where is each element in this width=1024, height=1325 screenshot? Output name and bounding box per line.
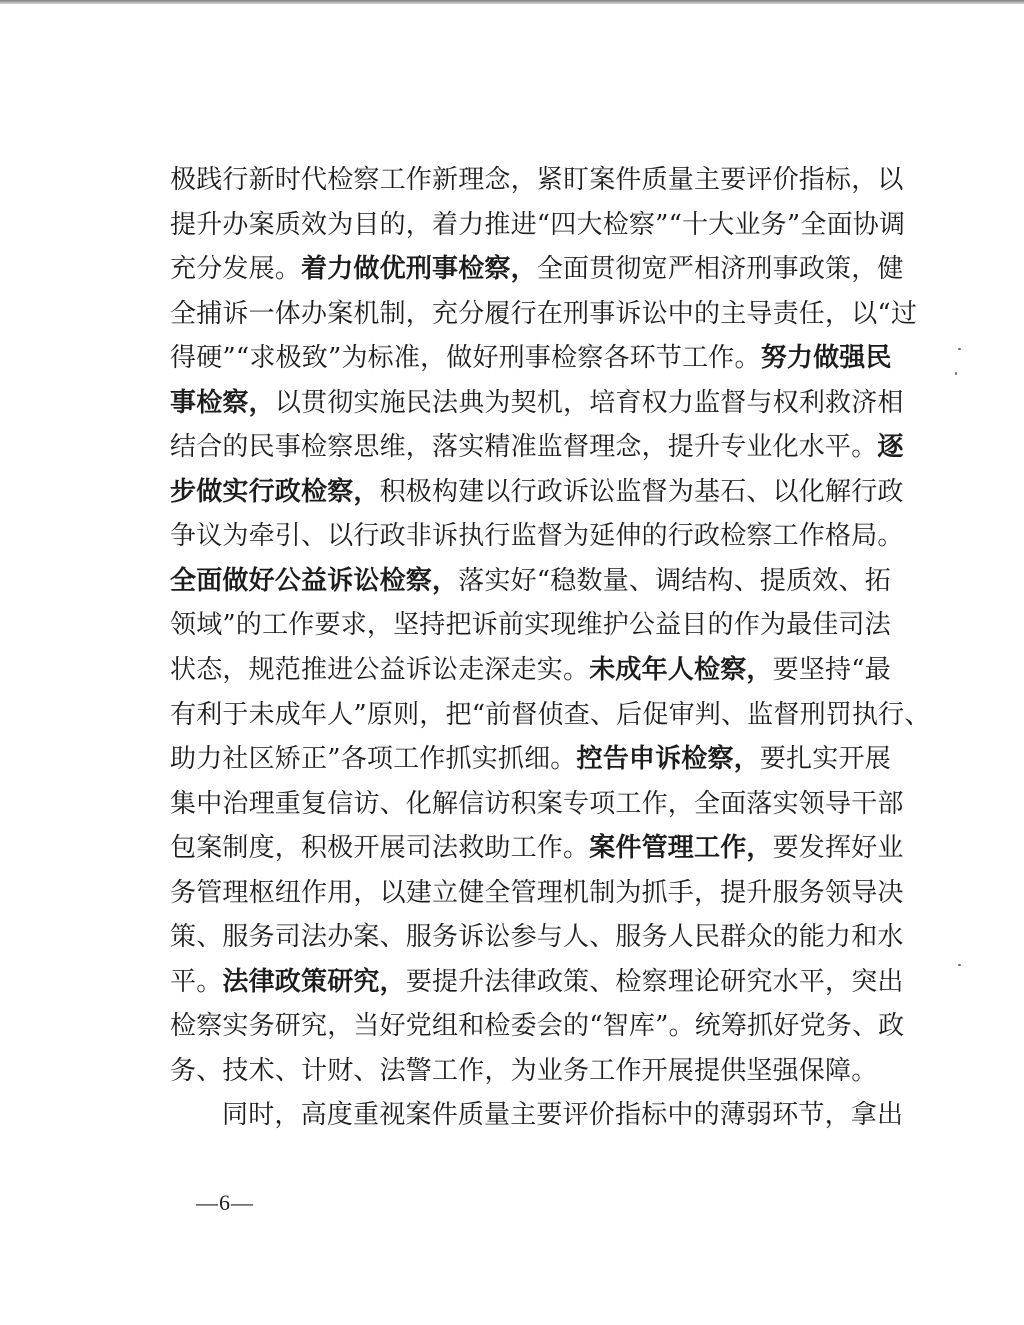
text-run: 有利于未成年人”原则，把“前督侦查、后促审判、监督刑罚执行、 xyxy=(170,699,931,730)
text-run: 平。 xyxy=(170,966,223,997)
bold-heading-text: 努力做强民 xyxy=(760,343,892,374)
text-line xyxy=(170,737,891,782)
bold-heading-text: 法律政策研究， xyxy=(222,966,406,997)
text-line xyxy=(170,1004,905,1049)
text-run: 助力社区矫正”各项工作抓实抓细。 xyxy=(170,744,577,775)
bold-heading-text: 着力做优刑事检察， xyxy=(301,254,537,285)
text-run: 得硬”“求极致”为标准，做好刑事检察各环节工作。 xyxy=(170,343,761,374)
scan-speck xyxy=(955,372,957,375)
text-line xyxy=(170,559,891,604)
scan-top-edge xyxy=(0,0,1024,4)
text-run: 检察实务研究，当好党组和检委会的“智库”。统筹抓好党务、政 xyxy=(170,1011,905,1042)
bold-heading-text: 控告申诉检察， xyxy=(576,744,760,775)
text-run: 集中治理重复信访、化解信访积案专项工作，全面落实领导干部 xyxy=(170,788,904,819)
text-run: 提升办案质效为目的，着力推进“四大检察”“十大业务”全面协调 xyxy=(170,209,906,240)
text-run: 状态，规范推进公益诉讼走深走实。 xyxy=(170,655,590,686)
text-line xyxy=(170,871,904,916)
text-run: 落实好“稳数量、调结构、提质效、拓 xyxy=(458,565,891,596)
text-run: 务、技术、计财、法警工作，为业务工作开展提供坚强保障。 xyxy=(170,1055,878,1086)
text-run: 要扎实开展 xyxy=(759,744,891,775)
text-run: 要提升法律政策、检察理论研究水平，突出 xyxy=(405,966,904,997)
text-run: 以贯彻实施民法典为契机，培育权力监督与权利救济相 xyxy=(274,387,904,418)
text-line xyxy=(170,292,918,337)
text-run: 极践行新时代检察工作新理念，紧盯案件质量主要评价指标，以 xyxy=(170,165,904,195)
bold-heading-text: 全面做好公益诉讼检察， xyxy=(170,565,459,596)
text-run: 包案制度，积极开展司法救助工作。 xyxy=(170,833,590,864)
text-run: 充分发展。 xyxy=(170,254,302,285)
text-line xyxy=(170,1049,878,1094)
text-run: 全捕诉一体办案机制，充分履行在刑事诉讼中的主导责任，以“过 xyxy=(170,298,918,329)
bold-heading-text: 步做实行政检察， xyxy=(170,476,380,507)
text-line xyxy=(170,915,904,960)
text-line xyxy=(170,960,904,1005)
text-line xyxy=(170,470,904,515)
text-run: 领域”的工作要求，坚持把诉前实现维护公益目的作为最佳司法 xyxy=(170,610,891,641)
text-run: 争议为牵引、以行政非诉执行监督为延伸的行政检察工作格局。 xyxy=(170,521,904,552)
document-body xyxy=(170,158,931,1138)
text-line xyxy=(170,247,904,292)
text-run: 结合的民事检察思维，落实精准监督理念，提升专业化水平。 xyxy=(170,432,878,463)
text-line xyxy=(170,782,904,827)
text-line xyxy=(170,158,904,203)
text-line xyxy=(170,425,904,470)
text-run: 要坚持“最 xyxy=(772,655,891,686)
bold-heading-text: 未成年人检察， xyxy=(589,655,773,686)
bold-heading-text: 案件管理工作， xyxy=(589,833,773,864)
page-number: —6— xyxy=(196,1190,254,1215)
scan-speck xyxy=(958,964,961,966)
bold-heading-text: 事检察， xyxy=(170,387,275,418)
text-line xyxy=(170,203,906,248)
text-run: 务管理枢纽作用，以建立健全管理机制为抓手，提升服务领导决 xyxy=(170,877,904,908)
text-line xyxy=(170,693,931,738)
text-run: 积极构建以行政诉讼监督为基石、以化解行政 xyxy=(379,476,904,507)
text-run: 要发挥好业 xyxy=(772,833,904,864)
text-line xyxy=(170,514,904,559)
text-line xyxy=(170,603,891,648)
text-line xyxy=(170,826,904,871)
text-run: 同时，高度重视案件质量主要评价指标中的薄弱环节，拿出 xyxy=(222,1100,904,1131)
bold-heading-text: 逐 xyxy=(877,432,904,463)
text-line xyxy=(170,336,892,381)
scan-speck xyxy=(958,348,961,350)
text-run: 全面贯彻宽严相济刑事政策，健 xyxy=(536,254,904,285)
text-line xyxy=(170,1093,904,1138)
text-line xyxy=(170,648,891,693)
text-line xyxy=(170,381,904,426)
text-run: 策、服务司法办案、服务诉讼参与人、服务人民群众的能力和水 xyxy=(170,922,904,953)
